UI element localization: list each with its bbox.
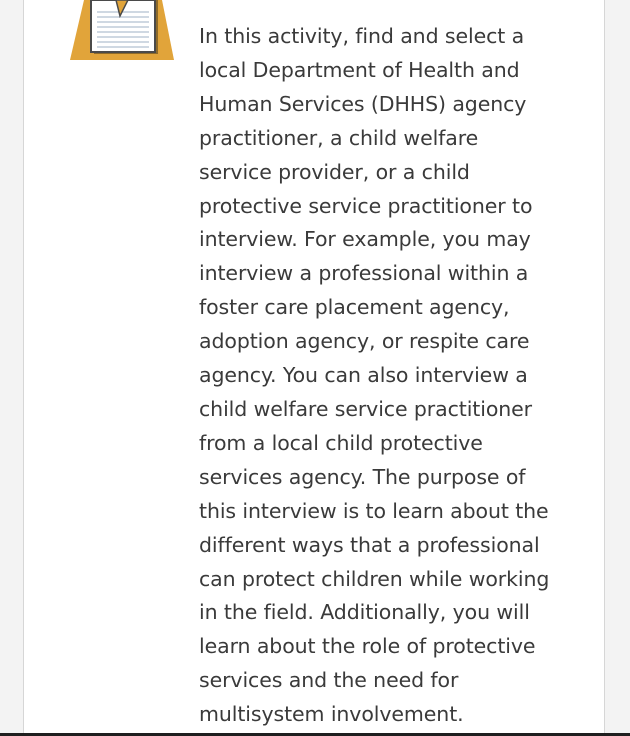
instruction-line: different ways that a professional: [199, 532, 540, 557]
instruction-line: child welfare service practitioner: [199, 396, 533, 421]
instruction-line: in the field. Additionally, you will: [199, 600, 530, 625]
instruction-line: services and the need for: [199, 668, 459, 693]
instruction-line: In this activity, find and select a: [199, 24, 525, 48]
instruction-line: interview a professional within a: [199, 261, 529, 286]
instruction-line: protective service practitioner to: [199, 193, 533, 218]
instruction-line: services agency. The purpose of: [199, 464, 526, 489]
instruction-line: local Department of Health and: [199, 57, 520, 82]
instruction-line: Human Services (DHHS) agency: [199, 91, 527, 116]
instruction-line: service provider, or a child: [199, 159, 470, 184]
instruction-line: can protect children while working: [199, 566, 550, 591]
instruction-line: practitioner, a child welfare: [199, 125, 479, 150]
clipboard-notepad-icon: [70, 0, 174, 62]
activity-instructions: [199, 20, 579, 732]
instruction-line: learn about the role of protective: [199, 634, 536, 659]
instruction-line: multisystem involvement.: [199, 702, 464, 727]
instruction-line: adoption agency, or respite care: [199, 329, 530, 354]
instruction-line: from a local child protective: [199, 430, 483, 455]
instruction-line: foster care placement agency,: [199, 295, 510, 320]
instruction-line: this interview is to learn about the: [199, 498, 549, 523]
instruction-line: agency. You can also interview a: [199, 363, 528, 388]
instruction-line: interview. For example, you may: [199, 227, 531, 252]
